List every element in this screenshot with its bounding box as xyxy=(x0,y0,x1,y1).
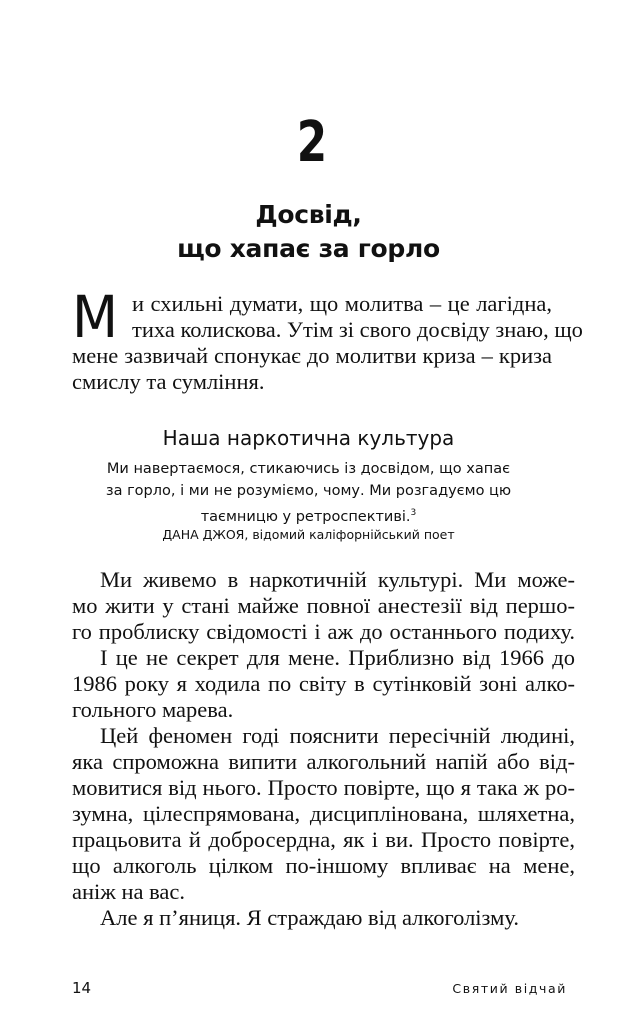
section-title: Наша наркотична культура xyxy=(162,426,455,450)
epigraph-line xyxy=(0,502,617,528)
body-line: Ми живемо в наркотичній культурі. Ми може- xyxy=(100,567,575,592)
body-line: зумна, цілеспрямована, дисциплінована, шляхетна, xyxy=(72,801,575,826)
body-line: яка спроможна випити алкогольний напій або від- xyxy=(72,749,575,774)
epigraph-author: ДАНА ДЖОЯ, відомий каліфорнійський поет xyxy=(162,527,455,542)
chapter-title-line-2: що хапає за горло xyxy=(177,234,440,263)
body-line: го проблиску свідомості і аж до останнього подиху. xyxy=(72,619,575,644)
body-line: Але я п’яниця. Я страждаю від алкоголізму. xyxy=(100,905,519,930)
body-line: І це не секрет для мене. Приблизно від 1966 до xyxy=(100,645,575,670)
body-line: мо жити у стані майже повної анестезії від першо- xyxy=(72,593,575,618)
epigraph-line-text: таємницю у ретроспективі. xyxy=(200,509,411,525)
epigraph-line: за горло, і ми не розуміємо, чому. Ми розгадуємо цю xyxy=(105,483,512,499)
body-line: що алкоголь цілком по-іншому впливає на мене, xyxy=(72,853,575,878)
chapter-number: 2 xyxy=(296,110,328,175)
intro-dropcap: М xyxy=(72,283,119,351)
intro-line: смислу та сумління. xyxy=(72,369,265,394)
body-line: Цей феномен годі пояснити пересічній людині, xyxy=(100,723,575,748)
body-line: 1986 року я ходила по світу в сутінковій зоні алко- xyxy=(72,671,575,696)
body-line: працьовита й добросердна, як і ви. Просто повірте, xyxy=(72,827,575,852)
intro-line: мене зазвичай спонукає до молитви криза – криза xyxy=(72,343,552,368)
body-line: гольного марева. xyxy=(72,697,234,722)
intro-line: и схильні думати, що молитва – це лагідна, xyxy=(132,291,552,316)
footnote-marker: 3 xyxy=(410,508,417,518)
chapter-title-line-1: Досвід, xyxy=(255,200,362,229)
epigraph-line: Ми навертаємося, стикаючись із досвідом, що хапає xyxy=(106,461,511,477)
body-line: мовитися від нього. Просто повірте, що я така ж ро- xyxy=(72,775,575,800)
running-title: Святий відчай xyxy=(452,981,567,996)
body-line: аніж на вас. xyxy=(72,879,186,904)
intro-line: тиха колискова. Утім зі свого досвіду знаю, що xyxy=(132,317,583,342)
page-number: 14 xyxy=(72,979,92,997)
